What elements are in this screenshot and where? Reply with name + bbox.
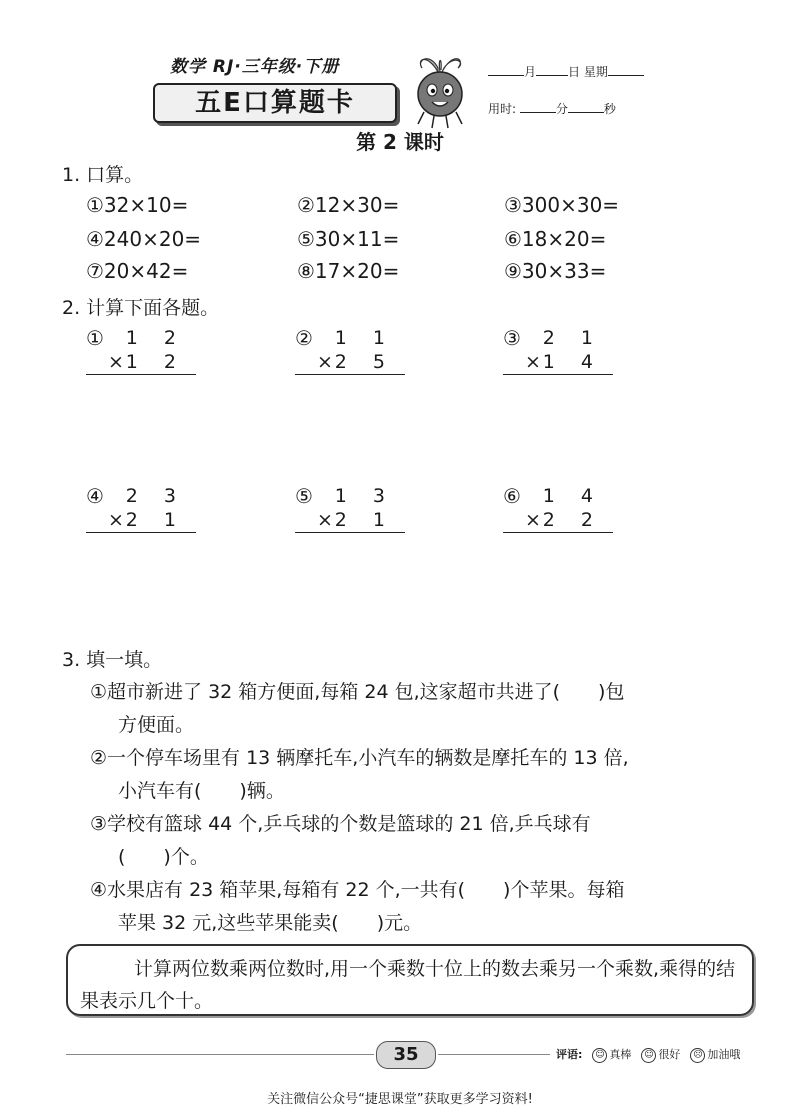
vertical-multiplication <box>86 484 196 532</box>
multiply-sign: × <box>317 351 333 373</box>
oral-item: ④240×20= <box>86 227 202 251</box>
multiplier: 2 1 <box>334 509 395 531</box>
worried-face-icon[interactable]: ☹ <box>690 1048 705 1063</box>
fill-question-line: 苹果 32 元,这些苹果能卖( )元。 <box>118 912 423 934</box>
page-number: 35 <box>376 1041 436 1069</box>
day-label: 日 <box>568 65 581 79</box>
multiplier: 1 2 <box>125 351 186 373</box>
problem-number: ③ <box>503 326 521 350</box>
evaluation-row <box>556 1046 740 1063</box>
multiply-sign: × <box>108 351 124 373</box>
multiplicand: 2 3 <box>125 485 186 507</box>
weekday-label: 星期 <box>583 65 608 79</box>
lesson-title: 第 2 课时 <box>356 130 444 154</box>
time-label: 用时: <box>488 102 517 116</box>
fill-question-line: ①超市新进了 32 箱方便面,每箱 24 包,这家超市共进了( )包 <box>90 681 625 703</box>
summary-text: 计算两位数乘两位数时,用一个乘数十位上的数去乘另一个乘数,乘得的结果表示几个十。 <box>80 958 736 1012</box>
multiplicand: 1 3 <box>334 485 395 507</box>
fill-question-line: 小汽车有( )辆。 <box>118 780 285 802</box>
fill-question-line: ( )个。 <box>118 846 209 868</box>
multiply-sign: × <box>525 351 541 373</box>
problem-number: ④ <box>86 484 104 508</box>
fill-question-line: ③学校有篮球 44 个,乒乓球的个数是篮球的 21 倍,乒乓球有 <box>90 813 591 835</box>
evaluation-keep-going: 加油哦 <box>707 1048 741 1061</box>
multiplier: 2 2 <box>542 509 603 531</box>
date-field <box>488 63 644 80</box>
weekday-blank[interactable] <box>608 63 644 76</box>
multiplicand: 1 4 <box>542 485 603 507</box>
footer-divider <box>438 1054 550 1055</box>
section-1-title: 1. 口算。 <box>62 164 144 186</box>
problem-number: ① <box>86 326 104 350</box>
multiplier: 2 1 <box>125 509 186 531</box>
seconds-blank[interactable] <box>568 100 604 113</box>
smile-face-icon[interactable]: ☺ <box>641 1048 656 1063</box>
answer-line <box>503 374 613 375</box>
oral-item: ⑨30×33= <box>504 259 607 283</box>
oral-item: ⑧17×20= <box>297 259 400 283</box>
section-3-title: 3. 填一填。 <box>62 649 163 671</box>
problem-number: ⑤ <box>295 484 313 508</box>
multiplier: 2 5 <box>334 351 395 373</box>
seconds-label: 秒 <box>603 102 616 116</box>
multiplicand: 1 2 <box>125 327 186 349</box>
footer-note: 关注微信公众号“捷思课堂”获取更多学习资料! <box>267 1092 533 1107</box>
vertical-multiplication <box>503 326 613 374</box>
answer-line <box>295 532 405 533</box>
oral-item: ⑤30×11= <box>297 227 400 251</box>
vertical-multiplication <box>86 326 196 374</box>
multiply-sign: × <box>525 509 541 531</box>
multiplicand: 2 1 <box>542 327 603 349</box>
book-subject-line: 数学 RJ·三年级·下册 <box>170 57 340 77</box>
oral-item: ⑥18×20= <box>504 227 607 251</box>
multiply-sign: × <box>317 509 333 531</box>
multiplier: 1 4 <box>542 351 603 373</box>
time-field <box>488 100 616 117</box>
answer-line <box>86 374 196 375</box>
minutes-label: 分 <box>555 102 568 116</box>
answer-line <box>86 532 196 533</box>
footer-divider <box>66 1054 374 1055</box>
grin-face-icon[interactable]: ☺ <box>592 1048 607 1063</box>
day-blank[interactable] <box>536 63 568 76</box>
evaluation-great: 真棒 <box>609 1048 632 1061</box>
answer-line <box>295 374 405 375</box>
multiplicand: 1 1 <box>334 327 395 349</box>
section-2-title: 2. 计算下面各题。 <box>62 297 220 319</box>
answer-line <box>503 532 613 533</box>
vertical-multiplication <box>503 484 613 532</box>
oral-item: ①32×10= <box>86 193 189 217</box>
fill-question-line: ②一个停车场里有 13 辆摩托车,小汽车的辆数是摩托车的 13 倍, <box>90 747 629 769</box>
vertical-multiplication <box>295 484 405 532</box>
fill-question-line: ④水果店有 23 箱苹果,每箱有 22 个,一共有( )个苹果。每箱 <box>90 879 625 901</box>
vertical-multiplication <box>295 326 405 374</box>
evaluation-label: 评语: <box>556 1048 583 1061</box>
month-blank[interactable] <box>488 63 524 76</box>
oral-item: ②12×30= <box>297 193 400 217</box>
problem-number: ② <box>295 326 313 350</box>
fill-question-line: 方便面。 <box>118 714 195 736</box>
problem-number: ⑥ <box>503 484 521 508</box>
month-label: 月 <box>524 65 537 79</box>
multiply-sign: × <box>108 509 124 531</box>
radish-mascot-icon <box>408 50 472 130</box>
oral-item: ⑦20×42= <box>86 259 189 283</box>
evaluation-good: 很好 <box>658 1048 681 1061</box>
card-title: 五E口算题卡 <box>153 83 397 123</box>
oral-item: ③300×30= <box>504 193 620 217</box>
minutes-blank[interactable] <box>520 100 556 113</box>
